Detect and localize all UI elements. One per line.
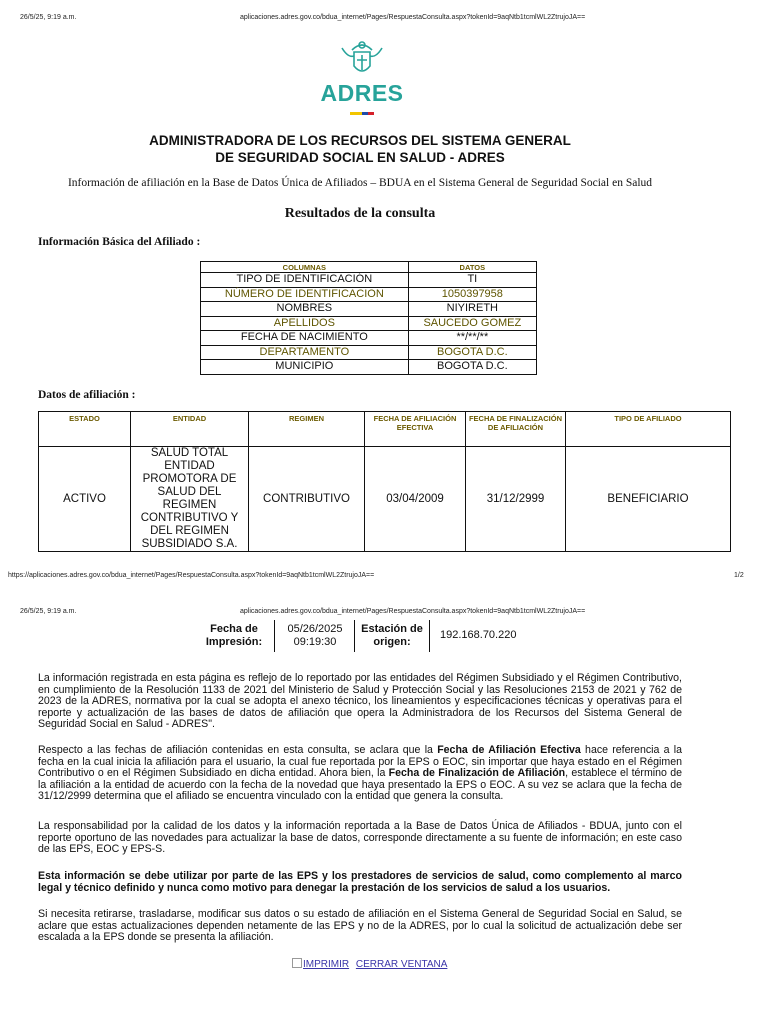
- print-date-value: 05/26/2025 09:19:30: [287, 623, 343, 648]
- text-span: Respecto a las fechas de afiliación contenidas en esta consulta, se aclara que la: [38, 744, 438, 756]
- divider: [354, 620, 355, 652]
- broken-image-icon: [292, 958, 302, 968]
- print-timestamp: 26/5/25, 9:19 a.m.: [20, 608, 77, 615]
- table-row: [201, 302, 537, 317]
- field-label: FECHA DE NACIMIENTO: [201, 331, 409, 346]
- usage-warning-paragraph: Esta información se debe utilizar por parte de las EPS y los prestadores de servicios de salud, como complemento al marco legal y técnico definido y nunca como motivo para denegar la prestación de los servicios de salud a los usuarios.: [38, 870, 682, 894]
- field-value: 1050397958: [408, 287, 536, 302]
- field-label: DEPARTAMENTO: [201, 345, 409, 360]
- column-header: COLUMNAS: [201, 262, 409, 273]
- status-cell: ACTIVO: [39, 447, 131, 552]
- bold-term: Fecha de Finalización de Afiliación: [388, 767, 566, 780]
- text-span: hace referencia a la fecha en la cual inicia la afiliación para el usuario, la cual fue reportada por la EPS o EOC, sin importar que haya estado en el Régimen Contributivo o en el Régimen Subsidiado en dicha entidad. Ahora bien, la: [38, 744, 682, 780]
- entity-cell: SALUD TOTAL ENTIDAD PROMOTORA DE SALUD DEL REGIMEN CONTRIBUTIVO Y DEL REGIMEN SUBSIDIADO S.A.: [131, 447, 249, 552]
- action-links: [292, 958, 447, 970]
- results-title: Resultados de la consulta: [284, 206, 436, 221]
- column-header: ESTADO: [39, 412, 131, 447]
- table-row: [201, 345, 537, 360]
- field-value: BOGOTA D.C.: [408, 360, 536, 375]
- page-url: aplicaciones.adres.gov.co/bdua_internet/Pages/RespuestaConsulta.aspx?tokenId=9aqNtb1tcmlWL2ZtrujoJA==: [240, 608, 586, 615]
- table-row: [201, 360, 537, 375]
- field-label: NÚMERO DE IDENTIFICACION: [201, 287, 409, 302]
- basic-info-heading: Información Básica del Afiliado :: [38, 236, 201, 248]
- field-value: NIYIRETH: [408, 302, 536, 317]
- station-value: 192.168.70.220: [440, 629, 517, 641]
- affiliate-type-cell: BENEFICIARIO: [566, 447, 731, 552]
- table-row: [201, 316, 537, 331]
- text-span: , establece el término de la afiliación a la entidad de acuerdo con la fecha de la novedad que haya presentado la EPS o EOC. A su vez se aclara que la fecha de 31/12/2999 determina que el afiliado se encuentra vinculado con la entidad que genera la consulta.: [38, 767, 683, 803]
- column-header: FECHA DE AFILIACIÓN EFECTIVA: [365, 412, 466, 447]
- table-row: [201, 331, 537, 346]
- close-window-link[interactable]: CERRAR VENTANA: [355, 959, 448, 970]
- field-value: **/**/**: [408, 331, 536, 346]
- field-value: BOGOTA D.C.: [408, 345, 536, 360]
- print-timestamp: 26/5/25, 9:19 a.m.: [20, 14, 77, 21]
- field-label: APELLIDOS: [201, 316, 409, 331]
- bold-term: Fecha de Afiliación Efectiva: [437, 744, 581, 756]
- column-header: ENTIDAD: [131, 412, 249, 447]
- divider: [274, 620, 275, 652]
- coat-of-arms-icon: [312, 36, 412, 82]
- update-paragraph: Si necesita retirarse, trasladarse, modificar sus datos o su estado de afiliación en el Sistema General de Seguridad Social en Salud, se aclare que estas actualizaciones dependen netamente de las EPS y no de la ADRES, por lo cual la solicitud de actualización debe ser escalada a la EPS donde se presenta la afiliación.: [38, 908, 682, 944]
- adres-logo: [312, 36, 412, 120]
- field-label: TIPO DE IDENTIFICACIÓN: [201, 273, 409, 288]
- print-date-label: Fecha de Impresión:: [205, 623, 263, 648]
- affiliation-heading: Datos de afiliación :: [38, 389, 136, 401]
- table-row: [201, 287, 537, 302]
- station-label: Estación de origen:: [361, 623, 423, 648]
- divider: [429, 620, 430, 652]
- basic-info-table: [200, 261, 537, 375]
- table-row: [39, 447, 731, 552]
- print-link-label: IMPRIMIR: [303, 959, 350, 970]
- print-link[interactable]: [292, 959, 349, 970]
- table-row: [201, 273, 537, 288]
- start-date-cell: 03/04/2009: [365, 447, 466, 552]
- column-header: DATOS: [408, 262, 536, 273]
- field-value: SAUCEDO GOMEZ: [408, 316, 536, 331]
- regime-cell: CONTRIBUTIVO: [249, 447, 365, 552]
- title-line-2: DE SEGURIDAD SOCIAL EN SALUD - ADRES: [215, 150, 505, 165]
- title-line-1: ADMINISTRADORA DE LOS RECURSOS DEL SISTEMA GENERAL: [149, 133, 571, 148]
- responsibility-paragraph: La responsabilidad por la calidad de los datos y la información reportada a la Base de Datos Única de Afiliados - BDUA, junto con el reporte oportuno de las novedades para actualizar la base de datos, corresponde directamente a su fuente de información; en este caso de las EPS, EOC y EPS-S.: [38, 820, 682, 856]
- column-header: REGIMEN: [249, 412, 365, 447]
- column-header: FECHA DE FINALIZACIÓN DE AFILIACIÓN: [466, 412, 566, 447]
- column-header: TIPO DE AFILIADO: [566, 412, 731, 447]
- footer-url: https://aplicaciones.adres.gov.co/bdua_internet/Pages/RespuestaConsulta.aspx?tokenId=9aqNtb1tcmlWL2ZtrujoJA==: [8, 572, 375, 579]
- logo-wordmark: ADRES: [320, 80, 404, 106]
- flag-stripe: [350, 112, 374, 115]
- field-label: MUNICIPIO: [201, 360, 409, 375]
- page-url: aplicaciones.adres.gov.co/bdua_internet/Pages/RespuestaConsulta.aspx?tokenId=9aqNtb1tcmlWL2ZtrujoJA==: [240, 14, 586, 21]
- page-number: 1/2: [734, 572, 744, 579]
- subtitle: Información de afiliación en la Base de Datos Única de Afiliados – BDUA en el Sistema General de Seguridad Social en Salud: [67, 177, 653, 189]
- field-label: NOMBRES: [201, 302, 409, 317]
- field-value: TI: [408, 273, 536, 288]
- affiliation-table: [38, 411, 731, 552]
- dates-paragraph: [38, 745, 682, 803]
- disclaimer-paragraph: La información registrada en esta página es reflejo de lo reportado por las entidades del Régimen Subsidiado y el Régimen Contributivo, en cumplimiento de la Resolución 1133 de 2021 del Ministerio de Salud y Protección Social y las Resoluciones 2153 de 2021 y 762 de 2023 de la ADRES, normativa por la cual se adopta el anexo técnico, los lineamientos y especificaciones técnicas y operativas para el reporte y actualización de las bases de datos de afiliación que opera la Administradora de los Recursos del Sistema General de Seguridad Social en Salud - ADRES".: [38, 672, 682, 731]
- end-date-cell: 31/12/2999: [466, 447, 566, 552]
